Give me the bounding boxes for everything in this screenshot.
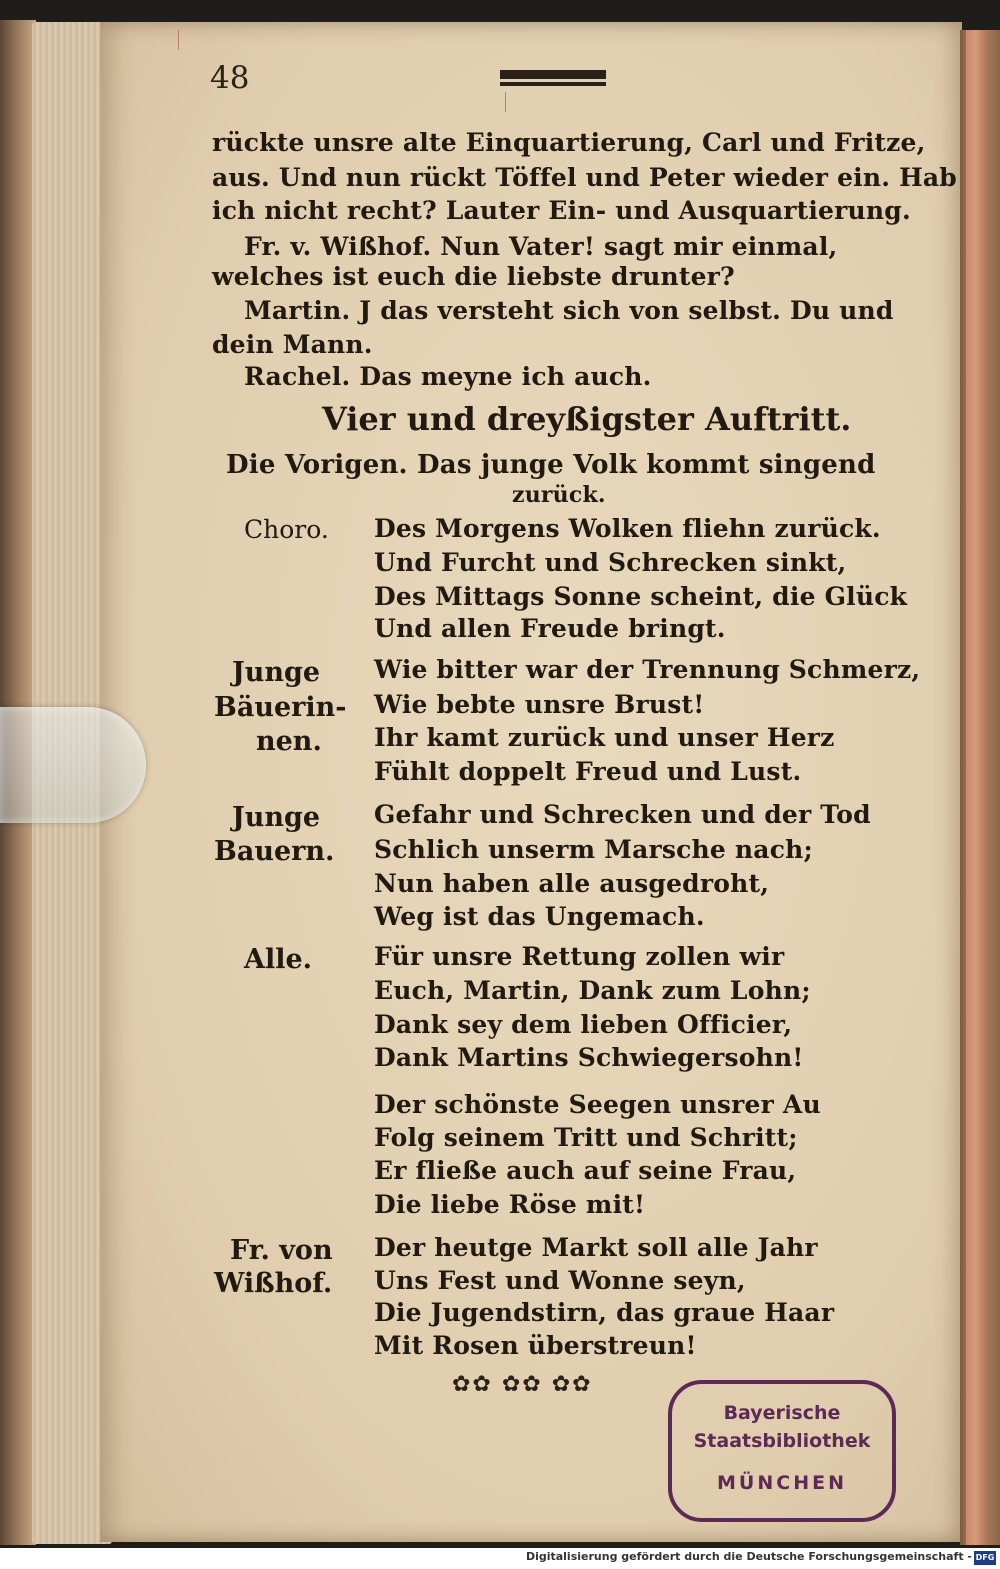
verse-line: Des Mittags Sonne scheint, die Glück bbox=[374, 582, 908, 611]
footer-bar bbox=[0, 1548, 1000, 1569]
verse-line: Euch, Martin, Dank zum Lohn; bbox=[374, 976, 811, 1005]
speaker-fr-von-wisshof: Fr. von bbox=[230, 1235, 333, 1266]
verse-line: Der heutge Markt soll alle Jahr bbox=[374, 1233, 818, 1262]
verse-line: Folg seinem Tritt und Schritt; bbox=[374, 1123, 798, 1152]
verse-line: Dank sey dem lieben Officier, bbox=[374, 1010, 793, 1039]
header-rule bbox=[500, 70, 606, 79]
verse-line: Dank Martins Schwiegersohn! bbox=[374, 1043, 804, 1072]
speaker-junge-bauern: Junge bbox=[232, 802, 321, 833]
verse-line: Fühlt doppelt Freud und Lust. bbox=[374, 757, 802, 786]
text-line: dein Mann. bbox=[212, 330, 373, 359]
verse-line: Schlich unserm Marsche nach; bbox=[374, 835, 813, 864]
speaker-alle: Alle. bbox=[244, 944, 313, 975]
verse-line: Und Furcht und Schrecken sinkt, bbox=[374, 548, 847, 577]
verse-line: Weg ist das Ungemach. bbox=[374, 902, 705, 931]
page-holder-clip bbox=[0, 707, 146, 823]
text-line: Martin. J das versteht sich von selbst. Du und bbox=[244, 296, 894, 325]
ornament-divider: ✿✿ ✿✿ ✿✿ bbox=[452, 1372, 593, 1397]
page-number: 48 bbox=[210, 60, 250, 96]
stamp-line: MÜNCHEN bbox=[717, 1472, 847, 1494]
speaker-junge-bauern: Bauern. bbox=[214, 836, 335, 867]
verse-line: Wie bebte unsre Brust! bbox=[374, 690, 705, 719]
verse-line: Er fließe auch auf seine Frau, bbox=[374, 1156, 797, 1185]
stamp-line: Staatsbibliothek bbox=[693, 1430, 871, 1452]
text-line: ich nicht recht? Lauter Ein- und Ausquartierung. bbox=[212, 196, 911, 225]
stage-direction: zurück. bbox=[512, 482, 606, 508]
footer-funding-text: Digitalisierung gefördert durch die Deutsche Forschungsgemeinschaft - bbox=[525, 1550, 972, 1563]
book-spine-right bbox=[960, 30, 1000, 1545]
verse-line: Die Jugendstirn, das graue Haar bbox=[374, 1298, 835, 1327]
margin-mark bbox=[505, 92, 506, 112]
library-stamp bbox=[668, 1380, 896, 1522]
verse-line: Die liebe Röse mit! bbox=[374, 1190, 646, 1219]
verse-line: Gefahr und Schrecken und der Tod bbox=[374, 800, 871, 829]
text-line: aus. Und nun rückt Töffel und Peter wieder ein. Hab bbox=[212, 163, 957, 192]
verse-line: Ihr kamt zurück und unser Herz bbox=[374, 723, 835, 752]
stage-direction: Die Vorigen. Das junge Volk kommt singend bbox=[226, 450, 876, 480]
text-line: rückte unsre alte Einquartierung, Carl und Fritze, bbox=[212, 128, 926, 157]
text-line: Rachel. Das meyne ich auch. bbox=[244, 362, 652, 391]
speaker-junge-baeuerinnen: Bäuerin- bbox=[214, 692, 347, 723]
spine-strip bbox=[966, 30, 986, 1545]
verse-line: Und allen Freude bringt. bbox=[374, 614, 726, 643]
verse-line: Mit Rosen überstreun! bbox=[374, 1331, 697, 1360]
speaker-choro: Choro. bbox=[244, 515, 329, 544]
stamp-line: Bayerische bbox=[723, 1402, 841, 1424]
verse-line: Wie bitter war der Trennung Schmerz, bbox=[374, 655, 921, 684]
verse-line: Des Morgens Wolken fliehn zurück. bbox=[374, 514, 881, 543]
speaker-junge-baeuerinnen: Junge bbox=[232, 657, 321, 688]
dfg-logo-icon: DFG bbox=[974, 1551, 996, 1565]
margin-mark bbox=[178, 30, 179, 50]
verse-line: Nun haben alle ausgedroht, bbox=[374, 869, 770, 898]
text-line: Fr. v. Wißhof. Nun Vater! sagt mir einmal, bbox=[244, 232, 838, 261]
verse-line: Uns Fest und Wonne seyn, bbox=[374, 1266, 746, 1295]
speaker-fr-von-wisshof: Wißhof. bbox=[214, 1268, 333, 1299]
speaker-junge-baeuerinnen: nen. bbox=[256, 726, 322, 757]
text-line: welches ist euch die liebste drunter? bbox=[212, 262, 735, 291]
header-rule-thin bbox=[500, 82, 606, 86]
verse-line: Für unsre Rettung zollen wir bbox=[374, 942, 785, 971]
scene-title: Vier und dreyßigster Auftritt. bbox=[322, 400, 852, 438]
verse-line: Der schönste Seegen unsrer Au bbox=[374, 1090, 821, 1119]
